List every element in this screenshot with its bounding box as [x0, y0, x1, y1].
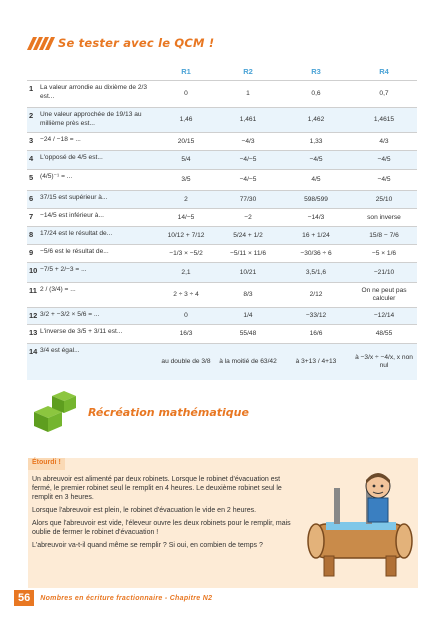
question-text: 3/2 + −3/2 × 5/6 = ...: [40, 311, 100, 318]
answer-r1[interactable]: 14/−5: [177, 213, 195, 221]
question-number: 9: [29, 248, 34, 257]
table-header: [27, 64, 417, 80]
answer-r1[interactable]: 0: [184, 312, 188, 319]
answer-r3[interactable]: −30/36 ÷ 6: [300, 249, 332, 257]
qcm-title: Se tester avec le QCM !: [58, 36, 215, 50]
answer-r3[interactable]: −33/12: [305, 312, 327, 319]
answer-r3[interactable]: 1,462: [307, 116, 325, 123]
answer-r4[interactable]: 4/3: [379, 137, 389, 145]
answer-r2[interactable]: 1,461: [239, 116, 257, 123]
answer-r2[interactable]: 1/4: [243, 312, 253, 319]
answer-r4[interactable]: 48/55: [375, 330, 393, 337]
question-number: 1: [29, 84, 34, 93]
question-text: 2 / (3/4) = ...: [40, 286, 76, 293]
answer-r4[interactable]: à −3/x ÷ −4/x, x non nul: [355, 354, 413, 369]
answer-r3[interactable]: 1,33: [309, 137, 323, 145]
table-row: [27, 132, 417, 150]
table-row: [27, 324, 417, 343]
answer-r1[interactable]: 2: [184, 195, 188, 203]
question-number: 11: [29, 286, 37, 295]
question-text: −14/5 est inférieur à...: [40, 212, 104, 219]
answer-r1[interactable]: au double de 3/8: [161, 358, 211, 365]
recreation-title: Récréation mathématique: [88, 406, 249, 419]
qcm-header: [30, 33, 214, 53]
question-number: 12: [29, 311, 38, 320]
answer-r2[interactable]: à la moitié de 63/42: [219, 358, 277, 365]
answer-r4[interactable]: 15/8 − 7/6: [369, 231, 399, 239]
answer-r2[interactable]: −5/11 × 11/6: [229, 249, 267, 257]
answer-r3[interactable]: −14/3: [307, 213, 325, 221]
answer-r1[interactable]: 2,1: [181, 268, 191, 276]
answer-r4[interactable]: −5 × 1/6: [371, 249, 397, 257]
question-number: 2: [29, 111, 34, 120]
cubes-icon: [28, 382, 84, 438]
question-text: 3/4 est égal...: [40, 347, 80, 354]
exercise-title: Étourdi !: [28, 458, 65, 470]
answer-r3[interactable]: 2/12: [309, 291, 323, 298]
table-row: [27, 343, 417, 380]
slashes-decoration: [30, 37, 52, 50]
col-r4: R4: [379, 67, 389, 76]
answer-r2[interactable]: −4/3: [241, 137, 255, 145]
answer-r3[interactable]: 16 + 1/24: [302, 231, 330, 239]
col-r2: R2: [243, 67, 253, 76]
answer-r4[interactable]: son inverse: [367, 213, 401, 221]
question-number: 14: [29, 347, 38, 356]
trough-illustration: [306, 468, 414, 580]
table-row: [27, 190, 417, 208]
table-row: [27, 169, 417, 190]
question-number: 8: [29, 230, 34, 239]
question-text: −5/6 est le résultat de...: [40, 248, 109, 255]
answer-r2[interactable]: 8/3: [243, 291, 253, 298]
answer-r1[interactable]: 10/12 + 7/12: [167, 231, 205, 239]
table-row: [27, 226, 417, 244]
question-text: 17/24 est le résultat de...: [40, 230, 113, 237]
question-text: 37/15 est supérieur à...: [40, 194, 108, 201]
chapter-title: Nombres en écriture fractionnaire - Chapitre N2: [40, 594, 213, 602]
answer-r3[interactable]: 598/599: [304, 195, 328, 203]
answer-r4[interactable]: −4/5: [377, 156, 391, 163]
answer-r3[interactable]: 16/6: [309, 330, 323, 337]
question-text: L'inverse de 3/5 + 3/11 est...: [40, 328, 123, 335]
answer-r2[interactable]: 77/30: [239, 195, 257, 203]
table-row: [27, 282, 417, 307]
qcm-table: [27, 64, 417, 380]
answer-r4[interactable]: −21/10: [373, 268, 395, 276]
question-number: 4: [29, 154, 34, 163]
question-text: L'opposé de 4/5 est...: [40, 154, 103, 161]
table-row: [27, 262, 417, 282]
answer-r2[interactable]: −4/−5: [239, 156, 257, 163]
answer-r2[interactable]: 10/21: [239, 268, 257, 276]
answer-r4[interactable]: 1,4615: [373, 116, 395, 123]
table-row: [27, 107, 417, 132]
exercise-paragraph: Alors que l'abreuvoir est vide, l'éleveur ouvre les deux robinets pour le remplir, mais oublie de fermer le robinet d'évacuation !: [32, 520, 291, 536]
recreation-section: [28, 382, 418, 444]
answer-r3[interactable]: −4/5: [309, 156, 323, 163]
question-number: 5: [29, 173, 34, 182]
answer-r2[interactable]: −2: [244, 213, 252, 221]
col-r3: R3: [311, 67, 321, 76]
answer-r1[interactable]: 20/15: [177, 137, 195, 145]
question-number: 6: [29, 194, 34, 203]
answer-r1[interactable]: 1,46: [179, 116, 193, 123]
answer-r4[interactable]: 0,7: [379, 90, 389, 97]
table-row: [27, 208, 417, 226]
answer-r1[interactable]: 5/4: [181, 156, 191, 163]
answer-r4[interactable]: 25/10: [375, 195, 393, 203]
question-number: 10: [29, 266, 38, 275]
answer-r4[interactable]: −12/14: [373, 312, 395, 319]
answer-r3[interactable]: à 3+13 / 4+13: [295, 358, 337, 365]
table-row: [27, 150, 417, 169]
question-text: (4/5)⁻¹ = ...: [40, 173, 73, 180]
answer-r2[interactable]: 5/24 + 1/2: [233, 231, 263, 239]
table-body: [27, 80, 417, 380]
answer-r2[interactable]: −4/−5: [239, 176, 257, 183]
answer-r1[interactable]: 3/5: [181, 176, 191, 183]
question-text: La valeur arrondie au dixième de 2/3 est...: [40, 84, 148, 100]
answer-r2[interactable]: 1: [246, 90, 250, 97]
col-r1: R1: [181, 67, 191, 76]
answer-r1[interactable]: 0: [184, 90, 188, 97]
exercise-paragraph: Un abreuvoir est alimenté par deux robinets. Lorsque le robinet d'évacuation est fermé, le premier robinet seul le remplit en 4 heures. Le deuxième robinet seul le remplit en 3 heures.: [32, 476, 282, 501]
question-number: 7: [29, 212, 34, 221]
answer-r1[interactable]: 2 ÷ 3 ÷ 4: [173, 291, 199, 298]
table-row: [27, 80, 417, 107]
answer-r1[interactable]: −1/3 × −5/2: [169, 249, 203, 257]
question-number: 13: [29, 328, 38, 337]
answer-r2[interactable]: 55/48: [239, 330, 257, 337]
exercise-paragraph: Lorsque l'abreuvoir est plein, le robinet d'évacuation le vide en 2 heures.: [32, 507, 257, 514]
question-text: −24 / −18 = ...: [40, 136, 81, 143]
question-text: −7/5 + 2/−3 = ...: [40, 266, 87, 273]
exercise-text: [32, 475, 292, 554]
table-row: [27, 307, 417, 324]
exercise-box: [28, 458, 418, 588]
exercise-paragraph: L'abreuvoir va-t-il quand même se remplir ? Si oui, en combien de temps ?: [32, 542, 263, 549]
page-footer: [14, 587, 344, 609]
answer-r3[interactable]: 3,5/1,6: [305, 268, 327, 276]
page-number: 56: [14, 590, 34, 606]
answer-r3[interactable]: 4/5: [311, 176, 321, 183]
answer-r1[interactable]: 16/3: [179, 330, 193, 337]
answer-r3[interactable]: 0,6: [311, 90, 321, 97]
answer-r4[interactable]: −4/5: [377, 176, 391, 183]
question-text: Une valeur approchée de 19/13 au millième près est...: [40, 111, 142, 127]
answer-r4[interactable]: On ne peut pas calculer: [361, 287, 407, 302]
question-number: 3: [29, 136, 34, 145]
table-row: [27, 244, 417, 262]
